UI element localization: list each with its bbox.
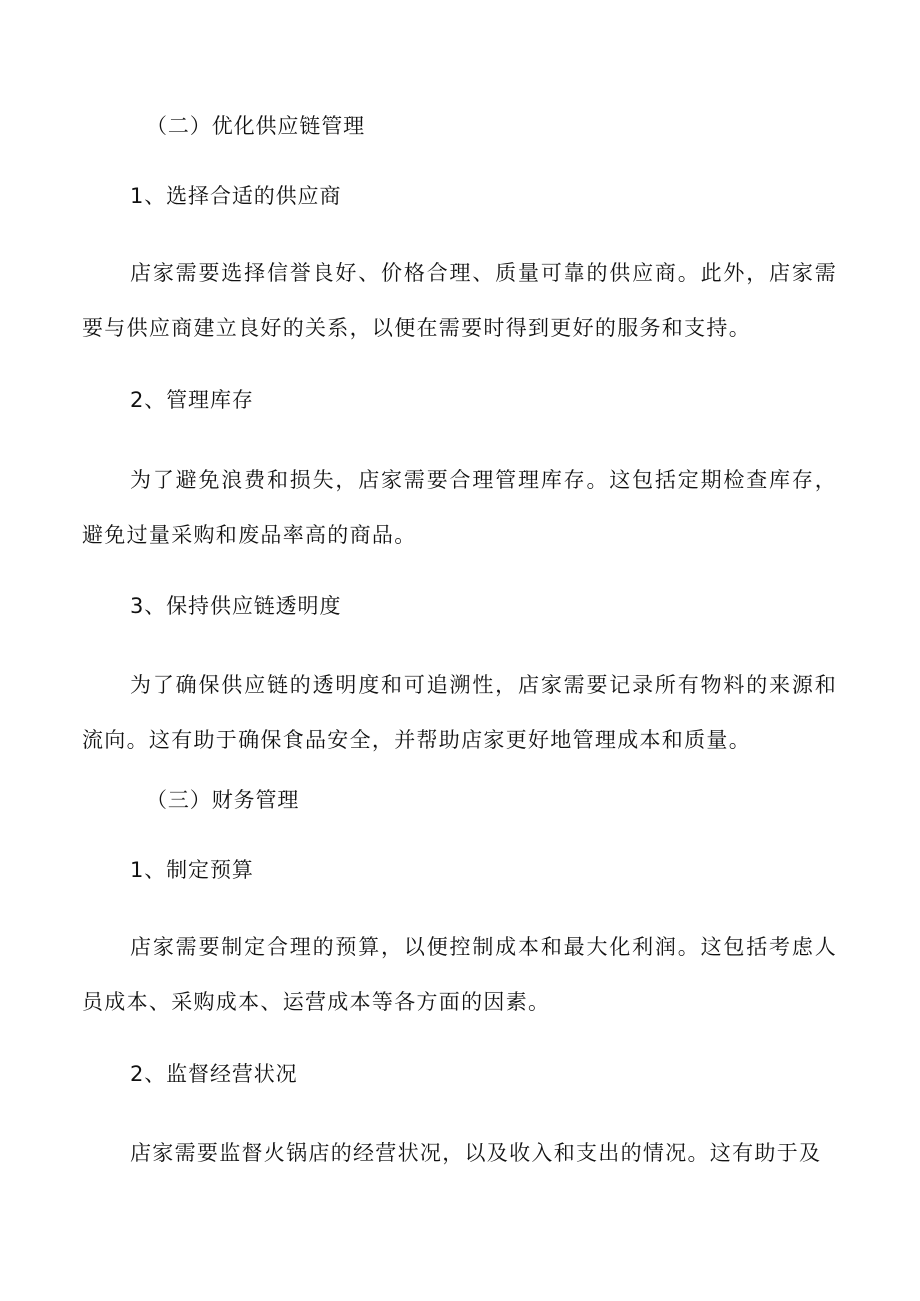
paragraph-budget: 店家需要制定合理的预算，以便控制成本和最大化利润。这包括考虑人员成本、采购成本、运营成本等各方面的因素。 (82, 935, 837, 1014)
paragraph-supply-chain-transparency: 为了确保供应链的透明度和可追溯性，店家需要记录所有物料的来源和流向。这有助于确保食品安全，并帮助店家更好地管理成本和质量。 (82, 673, 837, 752)
subheading-choose-supplier: 1、选择合适的供应商 (130, 184, 342, 208)
paragraph-monitor-operations: 店家需要监督火锅店的经营状况，以及收入和支出的情况。这有助于及 (130, 1141, 822, 1165)
subheading-monitor-operations: 2、监督经营状况 (130, 1062, 298, 1086)
paragraph-manage-inventory: 为了避免浪费和损失，店家需要合理管理库存。这包括定期检查库存，避免过量采购和废品率高的商品。 (82, 468, 837, 547)
paragraph-choose-supplier: 店家需要选择信誉良好、价格合理、质量可靠的供应商。此外，店家需要与供应商建立良好的关系，以便在需要时得到更好的服务和支持。 (82, 261, 837, 340)
section-heading-supply-chain: （二）优化供应链管理 (146, 114, 365, 138)
subheading-supply-chain-transparency: 3、保持供应链透明度 (130, 594, 342, 618)
subheading-manage-inventory: 2、管理库存 (130, 388, 254, 412)
subheading-budget: 1、制定预算 (130, 858, 254, 882)
section-heading-finance: （三）财务管理 (146, 788, 300, 812)
